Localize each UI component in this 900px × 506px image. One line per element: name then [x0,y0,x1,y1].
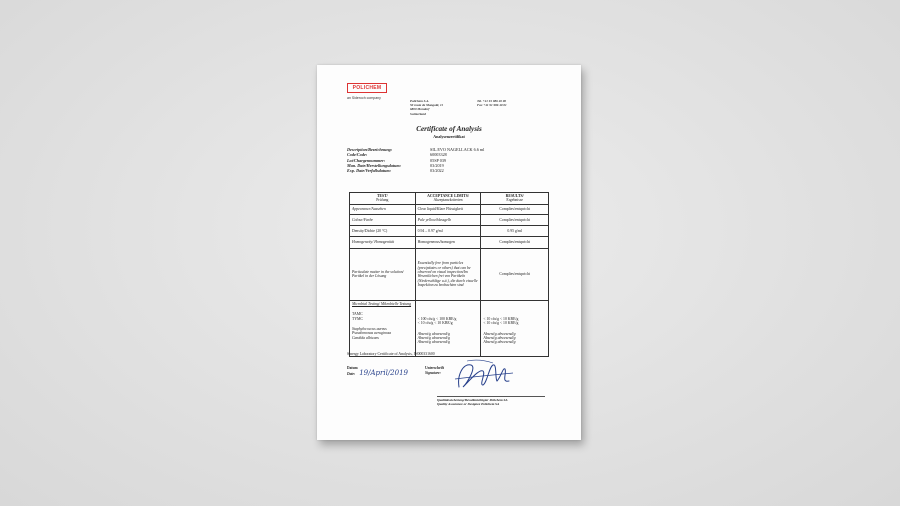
meta-row: Man. Date/Herstellungsdatum: 03/2019 [347,162,444,168]
lab-reference-note: Sinergy Laboratory Certificate of Analysis, IN000331600 [347,352,435,356]
table-row-microbial [350,300,549,356]
header-results: RESULTS/ Ergebnisse [481,193,549,205]
handwritten-date: 19/April/2019 [359,369,408,377]
table-row: Colour/Farbe Pale yellow/blassgelb Complies/entspricht [350,214,549,225]
document-title: Certificate of Analysis [416,125,482,133]
header-limits: ACCEPTANCE LIMITS/ Akzeptanzkriterien [415,193,481,205]
micro-tests: Microbial Testing/ Mikrobielle Testung TAMC TYMC Staphylococcus aureus Pseudomonas aeruginosa Candida albicans [350,300,416,356]
signature-line [437,396,545,397]
micro-limits: < 100 cfu/g < 100 KBE/g < 10 cfu/g < 10 KBE/g Absent/g abwesend/g Absent/g abwesend/g Absent/g abwesend/g [415,300,481,356]
date-block: Datum Date: 19/April/2019 [347,366,408,377]
meta-row: Description/Bezeichnung: SIL.EVO NAGELLACK 6.6 ml [347,147,485,152]
analysis-table [349,192,549,357]
table-row: Appearance/Aussehen Clear liquid/Klare Flüssigkeit Complies/entspricht [350,204,549,214]
polichem-logo: POLICHEM [347,83,387,93]
product-metadata [347,147,484,173]
certificate-document [317,65,581,440]
table-row: Density/Dichte (20 °C) 0.94 – 0.97 g/ml 0.95 g/ml [350,225,549,236]
meta-row: Lot/Chargennummer: 05SP 039 [347,157,447,163]
header-test: TEST/ Prüfung [350,193,416,205]
handwritten-signature [453,357,515,391]
document-subtitle: Analysenzertifikat [433,134,465,139]
signature-label-block: Unterschrift Signature: [425,366,444,375]
company-contact: Tel. +41 91 986 40 00 Fax +41 91 986 40 01 [477,99,507,108]
meta-row: Code/Code: 60003328 [347,152,447,158]
company-address: Polichem S.A. 50 route de Mangold, 11 6800 Mondorf Switzerland [410,99,444,116]
quality-assurance-caption: Qualitätssicherung/Bevollmächtigter Polichem SA Quality Assurance or Designee Polichem SA [437,398,508,407]
member-line: an Sideroch company [347,96,381,100]
meta-row: Exp. Date/Verfallsdatum: 03/2022 [347,168,444,174]
micro-results: < 10 cfu/g < 10 KBE/g < 10 cfu/g < 10 KBE/g Absent/g abwesend/g Absent/g abwesend/g Absent/g abwesend/g [481,300,549,356]
table-row: Homogeneity/ Homogenität Homogeneous/homogen Complies/entspricht [350,236,549,248]
table-row: Particulate matter in the solution/ Partikel in der Lösung Essentially free from particles (precipitates or others) that can be observed on visual inspection/Im Wesentlichen frei von Partikeln (Niederschläge u.ä.), die durch visuelle Inspektion zu beobachten sind Complies/entspricht [350,248,549,300]
table-header-row [350,193,549,205]
